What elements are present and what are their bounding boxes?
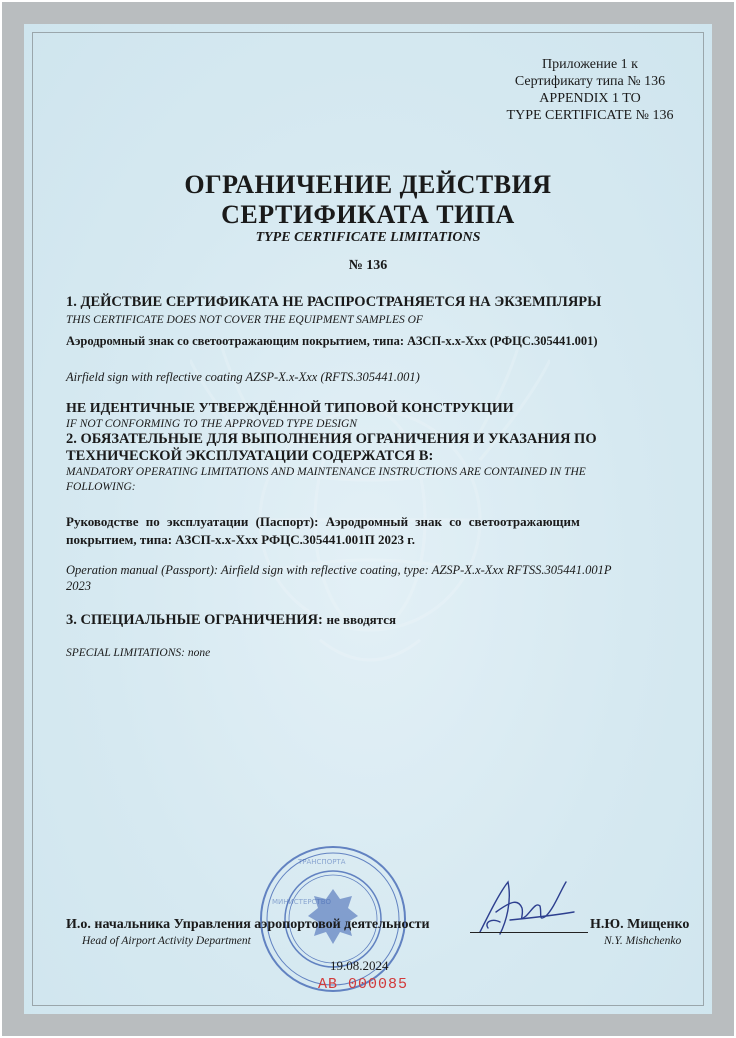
section3-heading-text: 3. СПЕЦИАЛЬНЫЕ ОГРАНИЧЕНИЯ: [66, 612, 323, 628]
document-title-en: TYPE CERTIFICATE LIMITATIONS [255, 230, 481, 245]
signatory-position: И.о. начальника Управления аэропортовой деятельности [66, 917, 430, 932]
appendix-line: Сертификату типа № 136 [514, 74, 666, 89]
appendix-line: Приложение 1 к [542, 57, 638, 72]
certificate-number: № 136 [348, 258, 388, 273]
section2-item-line1: Руководстве по эксплуатации (Паспорт): Аэродромный знак со светоотражающим [66, 514, 580, 529]
section2-item-en-line1: Operation manual (Passport): Airfield sign with reflective coating, type: AZSP-X.x-Xxx RFTSS.305441.001P [66, 563, 612, 577]
section3-heading [66, 611, 676, 629]
signatory-name-en: N.Y. Mishchenko [604, 935, 682, 947]
section2-heading-en-line1: MANDATORY OPERATING LIMITATIONS AND MAINTENANCE INSTRUCTIONS ARE CONTAINED IN THE [66, 466, 586, 478]
appendix-block [490, 56, 690, 124]
section2-heading-line2: ТЕХНИЧЕСКОЙ ЭКСПЛУАТАЦИИ СОДЕРЖАТСЯ В: [66, 448, 434, 464]
section3-value: не вводятся [326, 612, 397, 627]
section2-item-line2: покрытием, типа: АЗСП-х.х-Ххх РФЦС.305441.001П 2023 г. [66, 532, 415, 547]
signatory-position-en: Head of Airport Activity Department [82, 935, 251, 947]
issue-date: 19.08.2024 [330, 958, 389, 973]
section2-heading-en-line2: FOLLOWING: [66, 481, 136, 493]
serial-number: АВ 000085 [318, 976, 409, 993]
section3-heading-en: SPECIAL LIMITATIONS: none [66, 647, 211, 659]
appendix-line: TYPE CERTIFICATE № 136 [506, 108, 674, 123]
section2-item-en-line2: 2023 [66, 579, 91, 593]
document-title-line1: ОГРАНИЧЕНИЕ ДЕЙСТВИЯ [184, 170, 552, 199]
signature-line [470, 932, 588, 933]
section1-item-en: Airfield sign with reflective coating AZSP-X.x-Xxx (RFTS.305441.001) [66, 370, 420, 384]
section1-heading: 1. ДЕЙСТВИЕ СЕРТИФИКАТА НЕ РАСПРОСТРАНЯЕТСЯ НА ЭКЗЕМПЛЯРЫ [66, 294, 602, 310]
section1-tail-en: IF NOT CONFORMING TO THE APPROVED TYPE DESIGN [66, 418, 358, 430]
document-title-line2: СЕРТИФИКАТА ТИПА [221, 200, 515, 229]
section1-heading-en: THIS CERTIFICATE DOES NOT COVER THE EQUIPMENT SAMPLES OF [66, 314, 423, 326]
appendix-line: APPENDIX 1 TO [539, 91, 641, 106]
section2-heading-line1: 2. ОБЯЗАТЕЛЬНЫЕ ДЛЯ ВЫПОЛНЕНИЯ ОГРАНИЧЕНИЯ И УКАЗАНИЯ ПО [66, 431, 597, 447]
section1-tail: НЕ ИДЕНТИЧНЫЕ УТВЕРЖДЁННОЙ ТИПОВОЙ КОНСТРУКЦИИ [66, 401, 514, 416]
svg-text:ТРАНСПОРТА: ТРАНСПОРТА [298, 858, 346, 866]
section1-item: Аэродромный знак со светоотражающим покрытием, типа: АЗСП-х.х-Ххх (РФЦС.305441.001) [66, 334, 598, 348]
signatory-name: Н.Ю. Мищенко [590, 917, 690, 932]
svg-text:МИНИСТЕРСТВО: МИНИСТЕРСТВО [272, 898, 332, 906]
